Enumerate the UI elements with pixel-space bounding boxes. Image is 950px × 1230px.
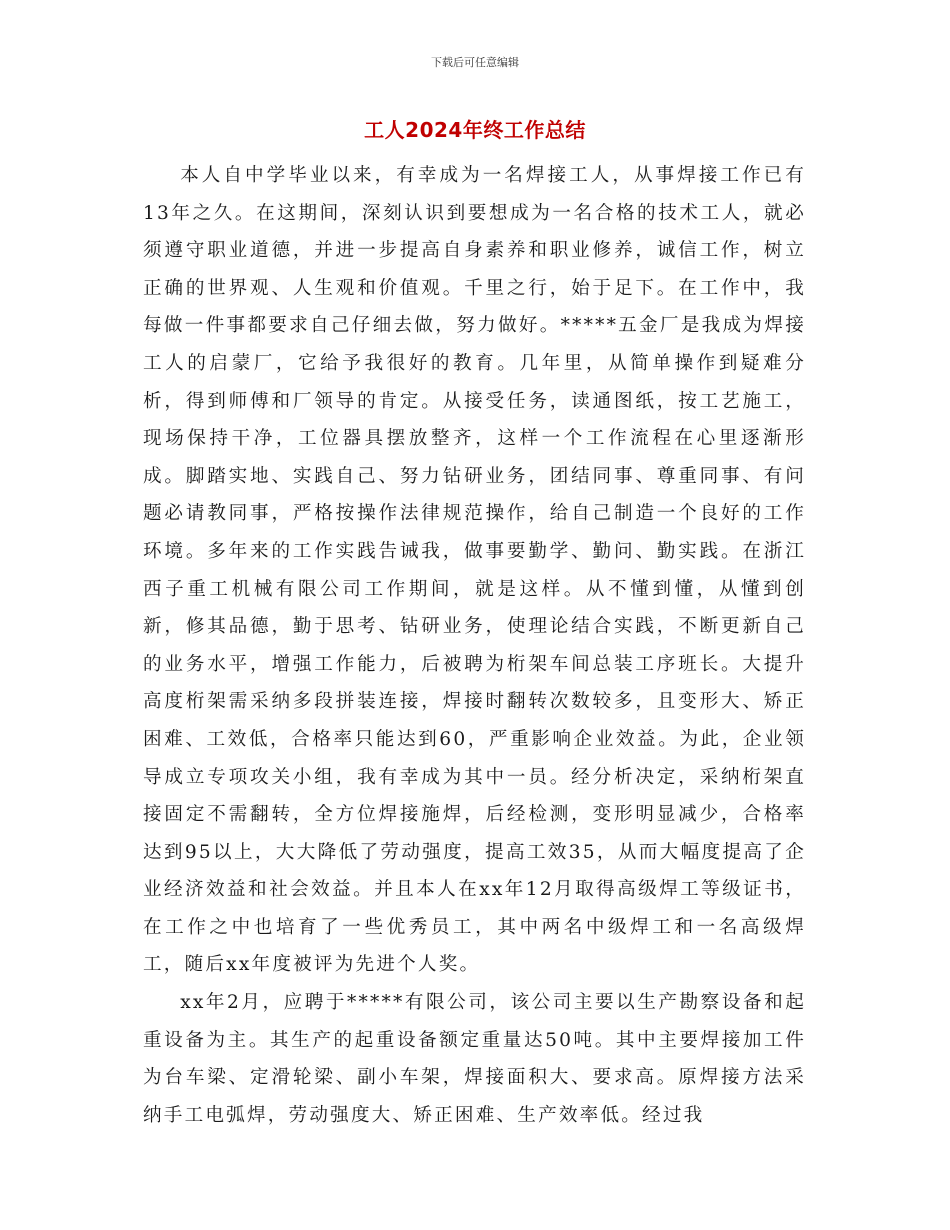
document-body — [143, 157, 806, 1134]
document-title: 工人2024年终工作总结 — [364, 118, 586, 142]
paragraph: xx年2月，应聘于*****有限公司，该公司主要以生产勘察设备和起重设备为主。其生产的起重设备额定重量达50吨。其中主要焊接加工件为台车梁、定滑轮梁、副小车架，焊接面积大、要求高。原焊接方法采纳手工电弧焊，劳动强度大、矫正困难、生产效率低。经过我 — [143, 992, 806, 1126]
header-note: 下载后可任意编辑 — [431, 56, 519, 69]
paragraph: 本人自中学毕业以来，有幸成为一名焊接工人，从事焊接工作已有13年之久。在这期间，深刻认识到要想成为一名合格的技术工人，就必须遵守职业道德，并进一步提高自身素养和职业修养，诚信工作，树立正确的世界观、人生观和价值观。千里之行，始于足下。在工作中，我每做一件事都要求自己仔细去做，努力做好。*****五金厂是我成为焊接工人的启蒙厂，它给予我很好的教育。几年里，从简单操作到疑难分析，得到师傅和厂领导的肯定。从接受任务，读通图纸，按工艺施工，现场保持干净，工位器具摆放整齐，这样一个工作流程在心里逐渐形成。脚踏实地、实践自己、努力钻研业务，团结同事、尊重同事、有问题必请教同事，严格按操作法律规范操作，给自己制造一个良好的工作环境。多年来的工作实践告诫我，做事要勤学、勤问、勤实践。在浙江西子重工机械有限公司工作期间，就是这样。从不懂到懂，从懂到创新，修其品德，勤于思考、钻研业务，使理论结合实践，不断更新自己的业务水平，增强工作能力，后被聘为桁架车间总装工序班长。大提升高度桁架需采纳多段拼装连接，焊接时翻转次数较多，且变形大、矫正困难、工效低，合格率只能达到60，严重影响企业效益。为此，企业领导成立专项攻关小组，我有幸成为其中一员。经分析决定，采纳桁架直接固定不需翻转，全方位焊接施焊，后经检测，变形明显减少，合格率达到95以上，大大降低了劳动强度，提高工效35，从而大幅度提高了企业经济效益和社会效益。并且本人在xx年12月取得高级焊工等级证书，在工作之中也培育了一些优秀员工，其中两名中级焊工和一名高级焊工，随后xx年度被评为先进个人奖。 — [143, 165, 806, 976]
